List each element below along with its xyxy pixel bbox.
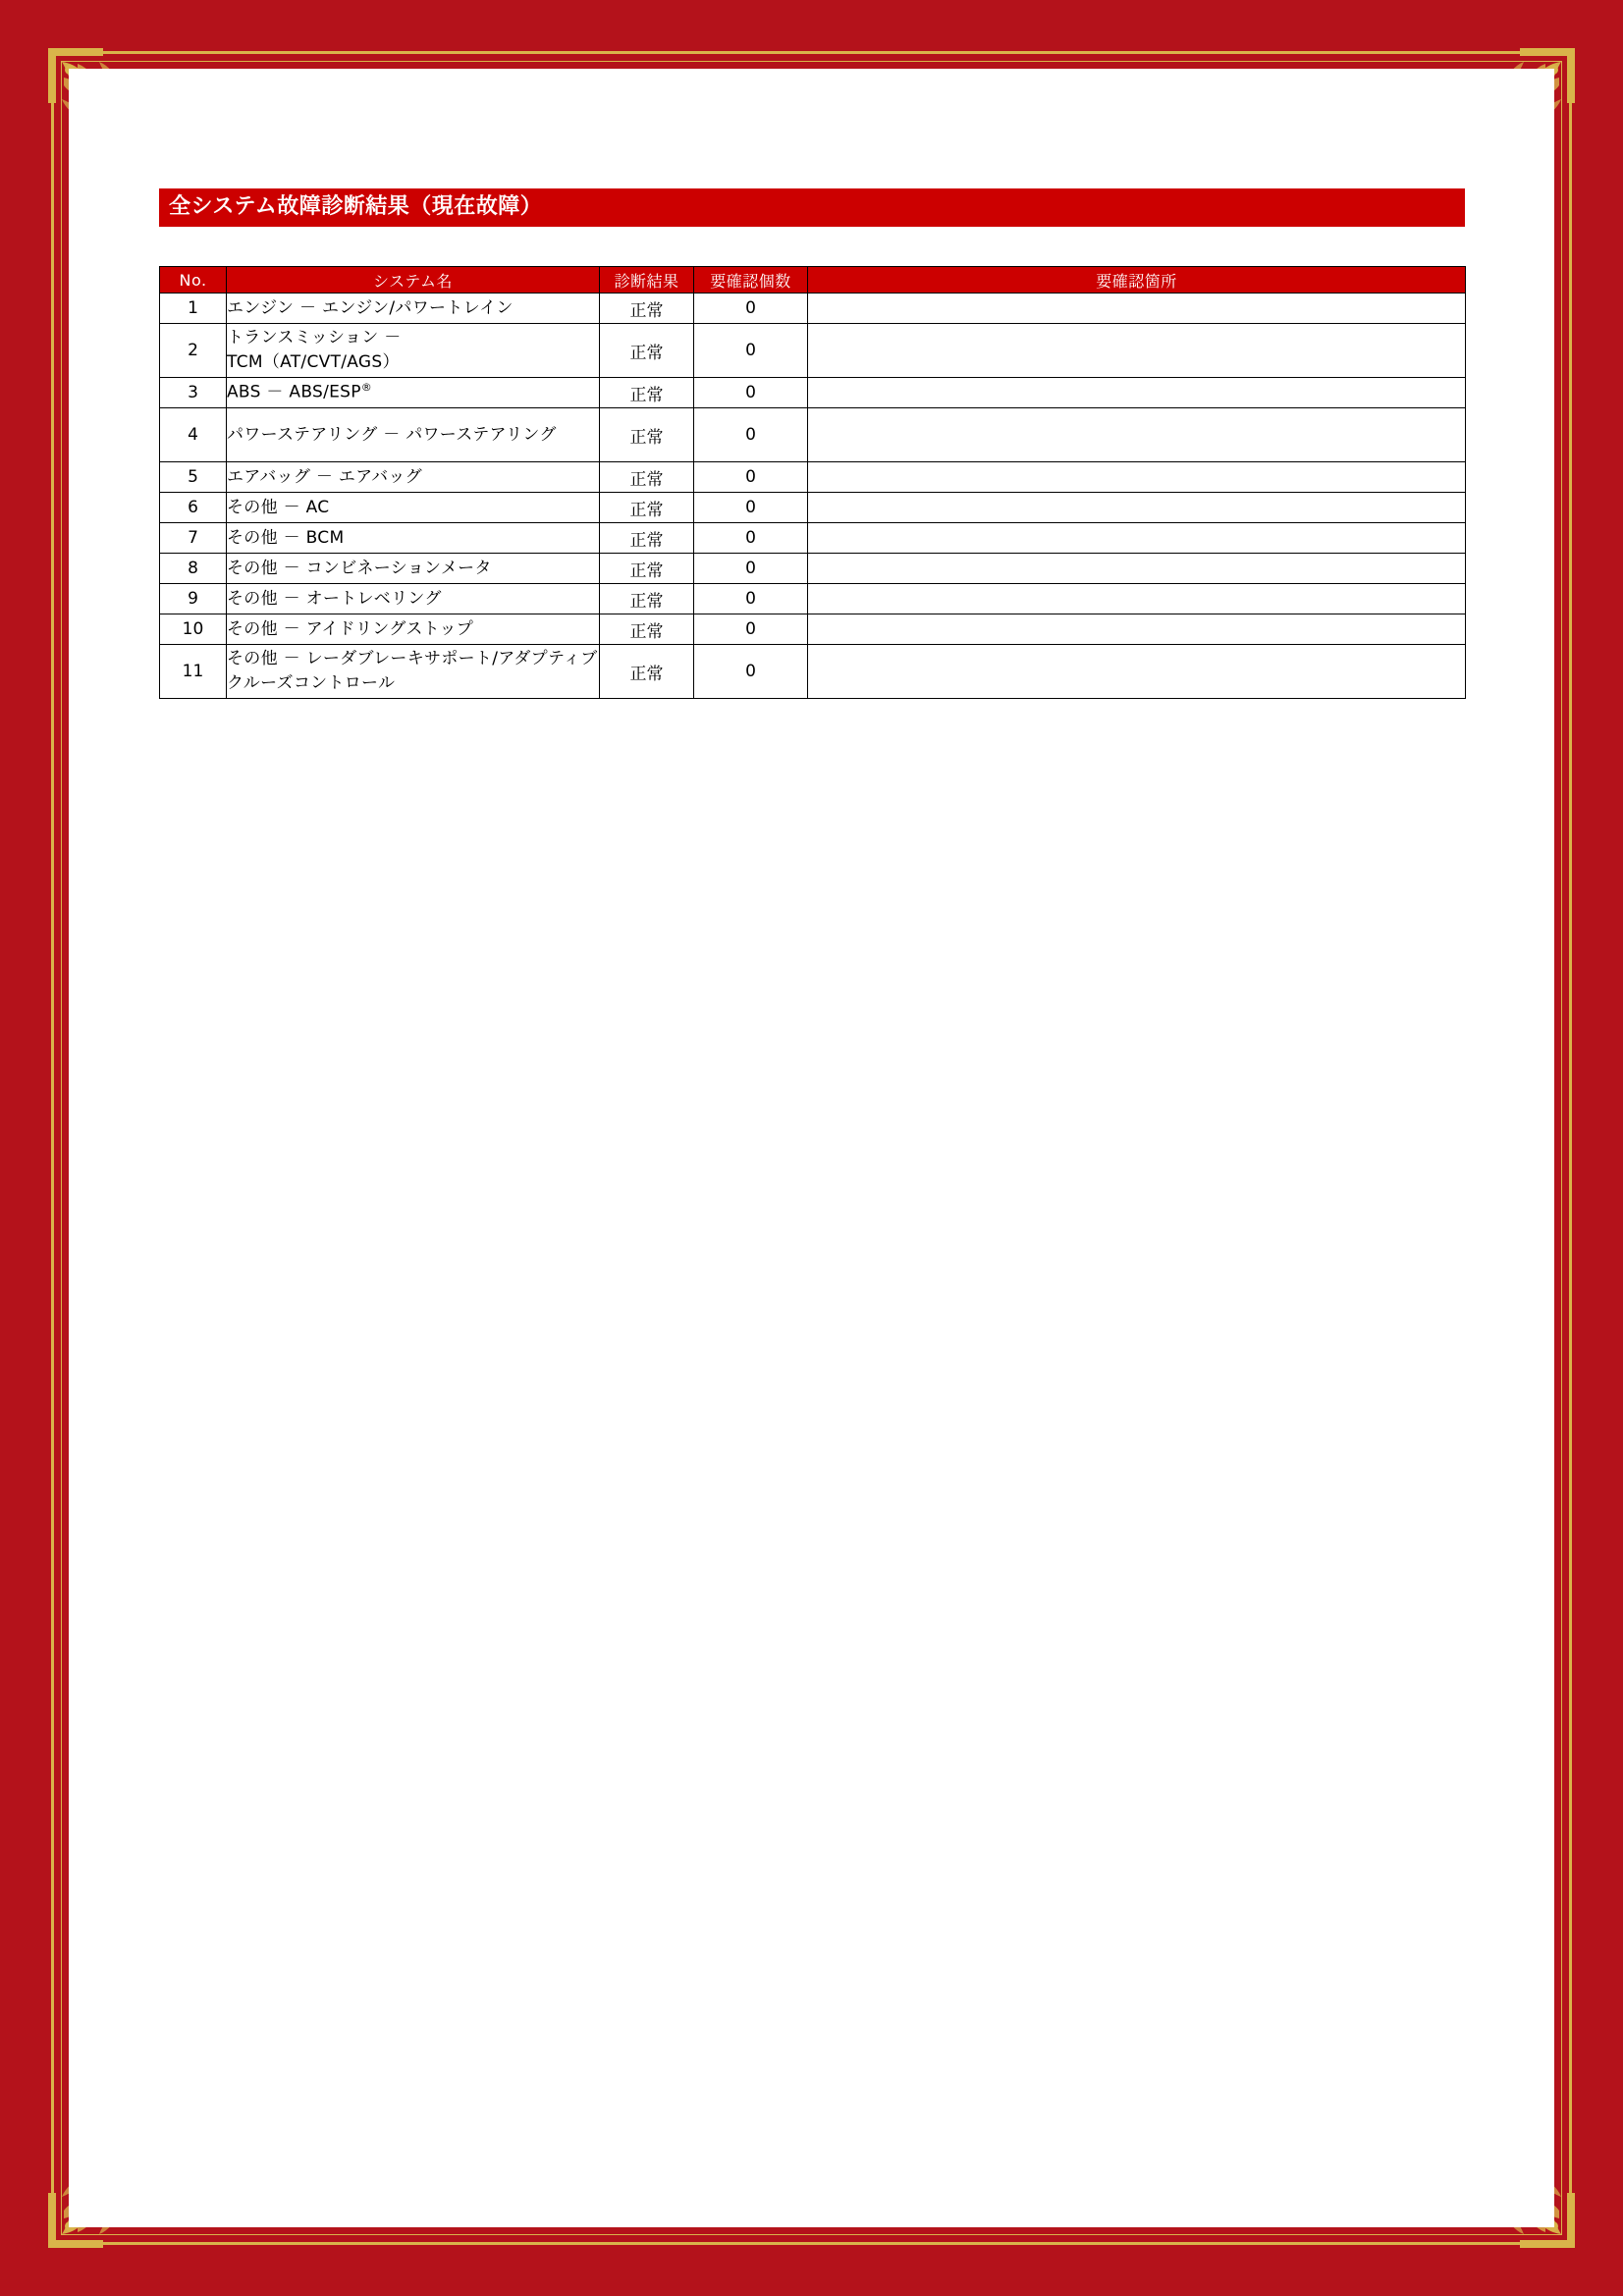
cell-check-location [808, 408, 1466, 462]
cell-check-count: 0 [694, 408, 808, 462]
cell-system-name: エアバッグ － エアバッグ [227, 462, 600, 493]
cell-no: 3 [160, 378, 227, 408]
cell-check-count: 0 [694, 523, 808, 554]
cell-system-name: その他 － BCM [227, 523, 600, 554]
cell-check-count: 0 [694, 462, 808, 493]
cell-system-name: トランスミッション － TCM（AT/CVT/AGS） [227, 324, 600, 378]
cell-diagnosis-result: 正常 [600, 294, 694, 324]
cell-system-name: ABS － ABS/ESP® [227, 378, 600, 408]
cell-no: 8 [160, 554, 227, 584]
table-row [160, 554, 1466, 584]
cell-diagnosis-result: 正常 [600, 408, 694, 462]
cell-check-location [808, 614, 1466, 645]
cell-no: 9 [160, 584, 227, 614]
table-row [160, 462, 1466, 493]
report-content [159, 188, 1465, 699]
column-header-result: 診断結果 [600, 267, 694, 294]
cell-diagnosis-result: 正常 [600, 645, 694, 699]
cell-check-count: 0 [694, 584, 808, 614]
cell-check-location [808, 294, 1466, 324]
cell-check-count: 0 [694, 378, 808, 408]
cell-system-name: その他 － コンビネーションメータ [227, 554, 600, 584]
cell-check-count: 0 [694, 493, 808, 523]
cell-diagnosis-result: 正常 [600, 378, 694, 408]
cell-system-name: エンジン － エンジン/パワートレイン [227, 294, 600, 324]
table-row [160, 408, 1466, 462]
cell-no: 2 [160, 324, 227, 378]
table-row [160, 493, 1466, 523]
cell-check-count: 0 [694, 614, 808, 645]
table-row [160, 378, 1466, 408]
cell-no: 6 [160, 493, 227, 523]
cell-no: 10 [160, 614, 227, 645]
cell-check-location [808, 645, 1466, 699]
cell-check-location [808, 584, 1466, 614]
table-row [160, 645, 1466, 699]
column-header-no: No. [160, 267, 227, 294]
diagnostic-results-table [159, 266, 1466, 699]
cell-no: 1 [160, 294, 227, 324]
cell-diagnosis-result: 正常 [600, 554, 694, 584]
table-row [160, 584, 1466, 614]
cell-check-location [808, 462, 1466, 493]
cell-system-name: その他 － オートレベリング [227, 584, 600, 614]
cell-system-name: その他 － AC [227, 493, 600, 523]
column-header-place: 要確認箇所 [808, 267, 1466, 294]
table-row [160, 614, 1466, 645]
cell-system-name: その他 － レーダブレーキサポート/アダプティブクルーズコントロール [227, 645, 600, 699]
cell-diagnosis-result: 正常 [600, 614, 694, 645]
cell-check-location [808, 554, 1466, 584]
cell-check-location [808, 493, 1466, 523]
cell-no: 7 [160, 523, 227, 554]
cell-system-name: その他 － アイドリングストップ [227, 614, 600, 645]
cell-diagnosis-result: 正常 [600, 493, 694, 523]
cell-check-count: 0 [694, 645, 808, 699]
cell-diagnosis-result: 正常 [600, 523, 694, 554]
cell-check-location [808, 523, 1466, 554]
cell-check-location [808, 378, 1466, 408]
cell-check-count: 0 [694, 294, 808, 324]
cell-check-count: 0 [694, 554, 808, 584]
cell-diagnosis-result: 正常 [600, 462, 694, 493]
column-header-system: システム名 [227, 267, 600, 294]
cell-check-location [808, 324, 1466, 378]
table-row [160, 523, 1466, 554]
cell-system-name: パワーステアリング － パワーステアリング [227, 408, 600, 462]
cell-no: 11 [160, 645, 227, 699]
table-row [160, 324, 1466, 378]
cell-diagnosis-result: 正常 [600, 584, 694, 614]
cell-diagnosis-result: 正常 [600, 324, 694, 378]
table-row [160, 294, 1466, 324]
table-body [160, 294, 1466, 699]
section-title: 全システム故障診断結果（現在故障） [159, 188, 1465, 227]
cell-check-count: 0 [694, 324, 808, 378]
cell-no: 5 [160, 462, 227, 493]
column-header-count: 要確認個数 [694, 267, 808, 294]
table-header-row [160, 267, 1466, 294]
cell-no: 4 [160, 408, 227, 462]
